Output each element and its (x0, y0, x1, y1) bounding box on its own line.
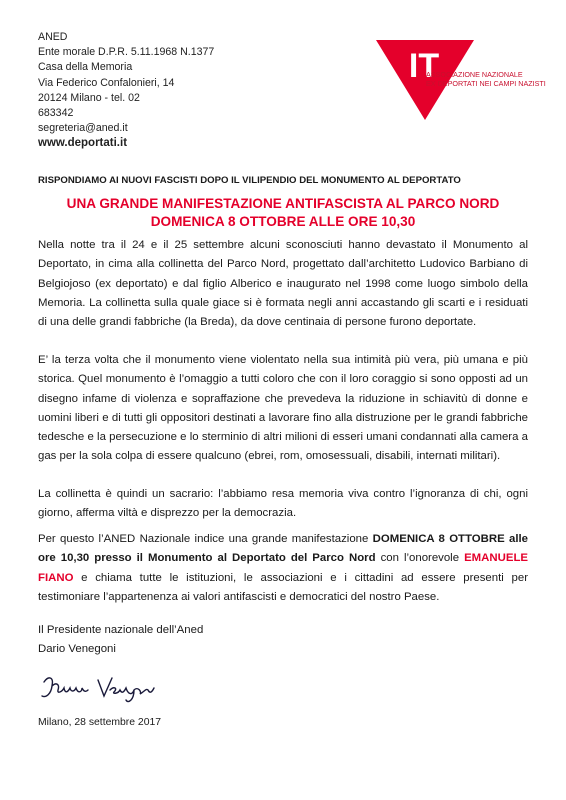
cta-text-1: Per questo l’ANED Nazionale indice una grande manifestazione (38, 533, 373, 545)
cta-guest-name: EMANUELE FIANO (38, 552, 528, 584)
signoff-name: Dario Venegoni (38, 643, 116, 656)
paragraph-vandalism: Nella notte tra il 24 e il 25 settembre alcuni sconosciuti hanno devastato il Monumento al Deportato, in cima alla collinetta del Parco Nord, progettato dall’architetto Ludovico Barbiano di Belgiojoso (ex deportato) e dal figlio Alberico e inaugurato nel 1998 come luogo simbolo della Memoria. La collinetta sulla quale giace si è formata negli anni accastando gli scarti e i residuati di una delle grandi fabbriche (la Breda), da dove centinaia di persone furono deportate. (38, 239, 528, 329)
cta-text-2: con l’onorevole (375, 552, 465, 565)
headline (0, 195, 566, 231)
signature-last-name (98, 678, 154, 702)
logo-caption (426, 70, 546, 88)
headline-line2: DOMENICA 8 OTTOBRE ALLE ORE 10,30 (150, 214, 416, 229)
signoff (38, 621, 203, 660)
signature-first-name (42, 678, 88, 697)
org-phone-cont: 683342 (38, 107, 74, 120)
paragraph-call-to-action (38, 530, 528, 607)
headline-line1: UNA GRANDE MANIFESTAZIONE ANTIFASCISTA AL PARCO NORD (66, 196, 500, 211)
org-website-link[interactable]: www.deportati.it (38, 137, 128, 150)
org-city-phone: 20124 Milano - tel. 02 (38, 91, 140, 104)
cta-text-3: e chiama tutte le istituzioni, le associazioni e i cittadini ad essere presenti per testimoniare l’appartenenza ai valori antifascisti e democratici del nostro Paese. (38, 571, 528, 603)
logo-caption-line2: EX DEPORTATI NEI CAMPI NAZISTI (426, 79, 546, 88)
logo-caption-line1: ASSOCIAZIONE NAZIONALE (426, 70, 523, 79)
paragraph-monument-meaning: E’ la terza volta che il monumento viene violentato nella sua intimità più vera, più umana e più storica. Quel monumento è l’omaggio a tutti coloro che con il loro coraggio si sono opposti ad un disegno infame di violenza e sopraffazione che prevedeva la riduzione in schiavitù di donne e uomini liberi e di tutti gli oppositori destinati a lavorare fino alla distruzione per le grandi fabbriche tedesche e la persecuzione e lo sterminio di altri milioni di esseri umani condannati alla camera a gas per la sola colpa di essere qualcuno (ebrei, rom, omosessuali, disabili, internati militari). (38, 354, 528, 463)
signoff-role: Il Presidente nazionale dell’Aned (38, 624, 204, 636)
handwritten-signature (38, 672, 158, 706)
org-building: Casa della Memoria (38, 61, 133, 74)
subject-line: RISPONDIAMO AI NUOVI FASCISTI DOPO IL VILIPENDIO DEL MONUMENTO AL DEPORTATO (38, 175, 461, 186)
cta-event-details: DOMENICA 8 OTTOBRE alle ore 10,30 presso il Monumento al Deportato del Parco Nord (38, 533, 528, 565)
letter-date: Milano, 28 settembre 2017 (38, 717, 162, 728)
org-registration: Ente morale D.P.R. 5.11.1968 N.1377 (38, 46, 215, 59)
logo-letters: IT (408, 47, 440, 85)
org-street: Via Federico Confalonieri, 14 (38, 76, 175, 89)
paragraph-sacrarium: La collinetta è quindi un sacrario: l’abbiamo resa memoria viva contro l’ignoranza di chi, ogni giorno, afferma viltà e disprezzo per la democrazia. (38, 488, 528, 520)
org-email[interactable]: segreteria@aned.it (38, 122, 128, 135)
letterhead (38, 30, 215, 152)
org-name: ANED (38, 31, 68, 43)
